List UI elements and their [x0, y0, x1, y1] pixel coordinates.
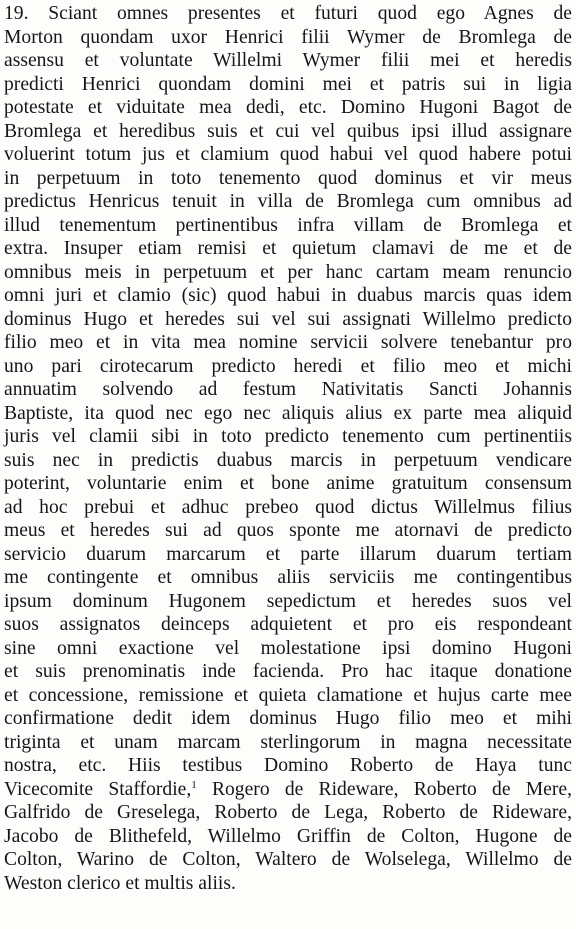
text-line: in perpetuum in toto tenemento quod dominus et vir meus — [4, 167, 572, 189]
text-line: ipsum dominum Hugonem sepedictum et heredes suos vel — [4, 590, 572, 612]
text-line: filio meo et in vita mea nomine servicii solvere tenebantur pro — [4, 332, 572, 353]
text-line: sine omni exactione vel molestatione ipsi domino Hugoni — [4, 637, 572, 659]
text-line: 19. Sciant omnes presentes et futuri quod ego Agnes de — [4, 3, 572, 24]
text-line: Jacobo de Blithefeld, Willelmo Griffin de Colton, Hugone de — [4, 825, 572, 847]
text-line: annuatim solvendo ad festum Nativitatis Sancti Johannis — [4, 379, 572, 400]
text-line: voluerint totum jus et clamium quod habui vel quod habere potui — [4, 144, 572, 165]
text-line: dominus Hugo et heredes sui vel sui assignati Willelmo predicto — [4, 308, 572, 330]
text-line: Bromlega et heredibus suis et cui vel quibus ipsi illud assignare — [4, 120, 572, 142]
text-line: assensu et voluntate Willelmi Wymer filii mei et heredis — [4, 50, 572, 71]
text-line: Galfrido de Greselega, Roberto de Lega, Roberto de Rideware, — [4, 802, 572, 823]
text-line: et concessione, remissione et quieta clamatione et hujus carte mee — [4, 684, 572, 706]
text-line: predictus Henricus tenuit in villa de Bromlega cum omnibus ad — [4, 191, 572, 212]
text-line: ad hoc prebui et adhuc prebeo quod dictus Willelmus filius — [4, 496, 572, 518]
text-line: juris vel clamii sibi in toto predicto tenemento cum pertinentiis — [4, 426, 572, 447]
text-line: omni juri et clamio (sic) quod habui in duabus marcis quas idem — [4, 285, 572, 306]
text-line: nostra, etc. Hiis testibus Domino Roberto de Haya tunc — [4, 755, 572, 776]
charter-text — [4, 2, 572, 895]
text-line: suos assignatos deinceps adquietent et pro eis respondeant — [4, 614, 572, 635]
text-line: et suis prenominatis inde facienda. Pro hac itaque donatione — [4, 661, 572, 682]
text-line: me contingente et omnibus aliis serviciis me contingentibus — [4, 567, 572, 588]
footnote-marker[interactable]: 1 — [191, 778, 197, 791]
text-line: Baptiste, ita quod nec ego nec aliquis alius ex parte mea aliquid — [4, 402, 572, 424]
text-line: Colton, Warino de Colton, Waltero de Wolselega, Willelmo de — [4, 849, 572, 870]
text-line: potestate et viduitate mea dedi, etc. Domino Hugoni Bagot de — [4, 97, 572, 118]
text-line-with-footnote — [4, 778, 572, 802]
text-line: triginta et unam marcam sterlingorum in magna necessitate — [4, 731, 572, 753]
text-line: meus et heredes sui ad quos sponte me atornavi de predicto — [4, 520, 572, 541]
text-line: suis nec in predictis duabus marcis in perpetuum vendicare — [4, 449, 572, 471]
text-line: illud tenementum pertinentibus infra villam de Bromlega et — [4, 214, 572, 236]
text-line: confirmatione dedit idem dominus Hugo filio meo et mihi — [4, 708, 572, 729]
text-line: poterint, voluntarie enim et bone anime gratuitum consensum — [4, 473, 572, 494]
text-line: extra. Insuper etiam remisi et quietum clamavi de me et de — [4, 238, 572, 259]
text-segment: Rogero de Rideware, Roberto de Mere, — [196, 778, 572, 800]
text-line: Weston clerico et multis aliis. — [4, 872, 236, 894]
text-line: uno pari cirotecarum predicto heredi et filio meo et michi — [4, 355, 572, 377]
text-line: predicti Henrici quondam domini mei et patris sui in ligia — [4, 73, 572, 95]
text-line: Morton quondam uxor Henrici filii Wymer de Bromlega de — [4, 26, 572, 48]
text-line: servicio duarum marcarum et parte illarum duarum tertiam — [4, 543, 572, 565]
text-line: omnibus meis in perpetuum et per hanc cartam meam renuncio — [4, 261, 572, 283]
text-segment: Vicecomite Staffordie, — [4, 778, 192, 800]
